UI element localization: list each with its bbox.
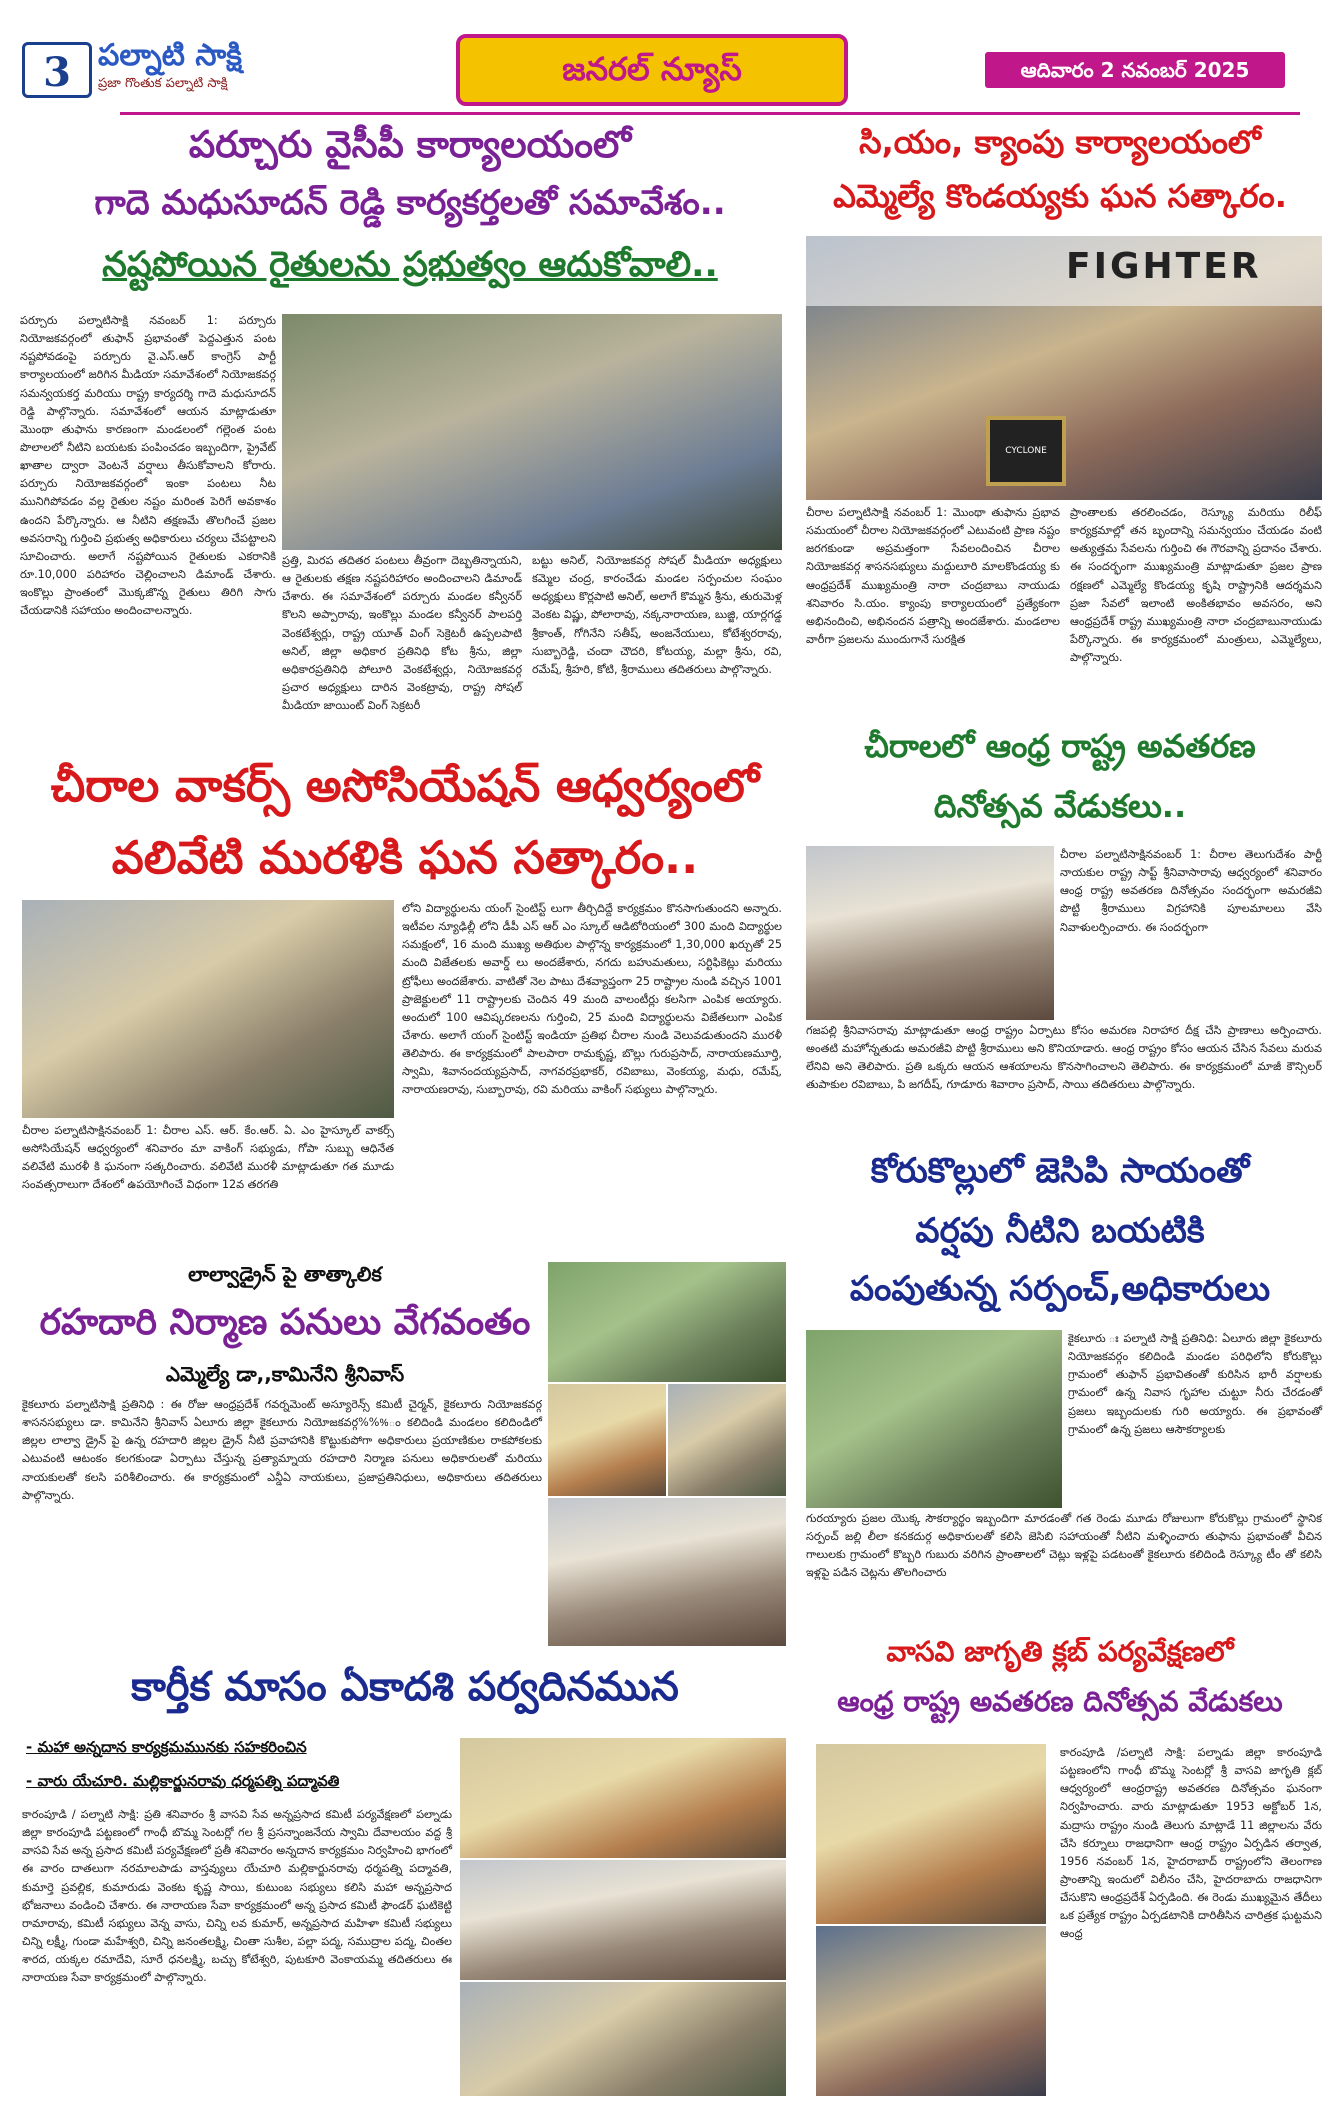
article5-body: కైకలూరు పల్నాటిసాక్షి ప్రతినిధి : ఈ రోజు ఆంధ్రప్రదేశ్ గవర్నమెంట్ అస్యూరెన్స్ కమిటీ చైర్మన్, కైకలూరు నియోజకవర్గ శాసనసభ్యులు డా. కామినేని శ్రీనివాస్ ఏలూరు జిల్లా కైకలూరు నియోజకవర్గ%%%ం కలిదిండి మండలం కలిదిండిలో జిల్లల లాల్వా డ్రైన్ పై ఉన్న రహదారి జిల్లల డ్రైన్ నీటి ప్రవాహానికి కొట్టుకుపోగా అధికారులు ప్రయాణికుల రాకపోకలకు ఎటువంటి ఆటంకం కలగకుండా ఏర్పాటు చేస్తున్న ప్రత్యామ్నాయ రహదారి నిర్మాణ పనులు అధికారులతో మరియు నాయకులతో కలసి పరిశీలించారు. ఈ కార్యక్రమంలో ఎన్డీఏ నాయకులు, ప్రజాప్రతినిధులు, అధికారులు తదితరులు పాల్గొన్నారు. [22, 1398, 542, 1502]
article2-headline-1: సి,యం, క్యాంపు కార్యాలయంలో [859, 123, 1261, 161]
article6-photo [806, 1330, 1062, 1508]
article4-body-top: చీరాల పల్నాటిసాక్షినవంబర్ 1: చీరాల తెలుగుదేశం పార్టీ నాయకుల రాష్ట్ర సాప్ట్ శ్రీనివాసారావు ఆధ్వర్యంలో శనివారం ఆంధ్ర రాష్ట్ర అవతరణ దినోత్సవం సందర్భంగా అమరజీవి పొట్టి శ్రీరాములు విగ్రహానికి పూలమాలలు వేసి నివాళులర్పించారు. ఈ సందర్భంగా [1060, 848, 1322, 934]
article1-body-mid: ప్రత్తి, మిరప తదితర పంటలు తీవ్రంగా దెబ్బతిన్నాయని, ఆ రైతులకు తక్షణ నష్టపరిహారం అందించాలని డిమాండ్ చేశారు. ఈ సమావేశంలో పర్చూరు మండల కన్వీనర్ కొలని అప్పారావు, ఇంకొల్లు మండల కన్వీనర్ పాలపర్తి వెంకటేశ్వర్లు, రాష్ట్ర యూత్ వింగ్ సెక్రెటరీ ఉప్పలపాటి అనిల్, జిల్లా అధికార ప్రతినిధి కోట శ్రీను, జిల్లా అధికారప్రతినిధి పోలూరి వెంకటేశ్వర్లు, నియోజకవర్గ ప్రచార అధ్యక్షులు దారిన వెంకట్రావు, రాష్ట్ర సోషల్ మీడియా జాయింట్ వింగ్ సెక్రటరీ [282, 554, 522, 713]
article5-photo-1 [548, 1262, 786, 1382]
article4-photo [806, 846, 1054, 1020]
article2-photo-plaque: CYCLONE [986, 416, 1066, 486]
issue-date: ఆదివారం 2 నవంబర్ 2025 [985, 52, 1285, 88]
article4-body-bottom: గజపల్లి శ్రీనివాసరావు మాట్లాడుతూ ఆంధ్ర రాష్ట్రం ఏర్పాటు కోసం అమరణ నిరాహార దీక్ష చేసి ప్రాణాలు అర్పించారు. అంతటి మహోన్నతుడు అమరజీవి పొట్టి శ్రీరాములు అని కొనియాడారు. ఆంధ్ర రాష్ట్రం కోసం ఆయన చేసిన సేవలు మరువ లేనివి అని తెలిపారు. ప్రతి ఒక్కరు ఆయన ఆశయాలను కొనసాగించాలని తెలిపారు. ఈ కార్యక్రమంలో మాజీ కౌన్సిలర్ తుపాకుల రవిబాబు, పి జగదీష్, గూడూరు శివారాం ప్రసాద్, సాయి తదితరులు పాల్గొన్నారు. [806, 1024, 1322, 1092]
section-title: జనరల్ న్యూస్ [456, 34, 848, 106]
article3-headline-1: చీరాల వాకర్స్ అసోసియేషన్ ఆధ్వర్యంలో [50, 759, 760, 812]
article4-headline-2: దినోత్సవ వేడుకలు.. [933, 787, 1187, 825]
article6-body-right: కైకలూరు ః పల్నాటి సాక్షి ప్రతినిధి: ఏలూరు జిల్లా కైకలూరు నియోజకవర్గం కలిదిండి మండల పరిధిలోని కోరుకొల్లు గ్రామంలో తుఫాన్ ప్రభావితంతో కురిసిన భారీ వర్షాలకు గ్రామంలో ఉన్న నివాస గృహాల చుట్టూ నీరు చేరడంతో ప్రజలు ఇబ్బందులకు గురి అయ్యారు. ఈ ప్రభావంతో గ్రామంలో ఉన్న ప్రజలు ఆసౌకర్యాలకు [1068, 1332, 1322, 1436]
article5-headline: రహదారి నిర్మాణ పనులు వేగవంతం [39, 1302, 531, 1343]
article1-headline-2: గాదె మధుసూదన్ రెడ్డి కార్యకర్తలతో సమావేశం.. [94, 183, 726, 223]
article2-body-left: చీరాల పల్నాటిసాక్షి నవంబర్ 1: మొంథా తుఫాను ప్రభావ సమయంలో చీరాల నియోజకవర్గంలో ఎటువంటి ప్రాణ నష్టం జరగకుండా అప్రమత్తంగా సేవలందించిన చీరాల నియోజకవర్గ శాసనసభ్యులు మద్దులూరి మాలకొండయ్య కు ఆంధ్రప్రదేశ్ ముఖ్యమంత్రి నారా చంద్రబాబు నాయుడు శనివారం సి.యం. క్యాంపు కార్యాలయంలో ప్రత్యేకంగా అభినందించి, అభినందన పత్రాన్ని అందజేశారు. మండలాల వారీగా ప్రజలను ముందుగానే సురక్షిత [806, 506, 1060, 646]
article8-photo-2 [460, 1860, 786, 1980]
article3-body-left: చీరాల పల్నాటిసాక్షినవంబర్ 1: చీరాల ఎస్. ఆర్. కేం.ఆర్. ఏ. ఎం హైస్కూల్ వాకర్స్ అసోసియేషన్ ఆధ్వర్యంలో శనివారం మా వాకింగ్ సభ్యుడు, గోపా సుబ్బు ఆధినేత వలివేటి మురళీ కి ఘనంగా సత్కరించారు. వలివేటి మురళీ మాట్లాడుతూ గత మూడు సంవత్సరాలుగా దేశంలో ఉపయోగించే విధంగా 12వ తరగతి [22, 1124, 394, 1192]
page-number: 3 [22, 42, 92, 98]
article7-photo-2 [816, 1926, 1046, 2096]
article3-photo [22, 900, 394, 1118]
article7-body-right: కారంపూడి /పల్నాటి సాక్షి: పల్నాడు జిల్లా కారంపూడి పట్టణంలోని గాంధీ బొమ్మ సెంటర్లో శ్రీ వాసవి జాగృతి క్లబ్ ఆధ్వర్యంలో ఆంధ్రరాష్ట్ర అవతరణ దినోత్సవం ఘనంగా నిర్వహించారు. వారు మాట్లాడుతూ 1953 అక్టోబర్ 1న, మద్రాసు రాష్ట్రం నుండి తెలుగు మాట్లాడే 11 జిల్లాలను వేరు చేసి కర్నూలు రాజధానిగా ఆంధ్ర రాష్ట్రం ఏర్పడిన తర్వాత, 1956 నవంబర్ 1న, హైదరాబాద్ రాష్ట్రంలోని తెలంగాణ ప్రాంతాన్ని ఇందులో విలీనం చేసి, హైదరాబాదు రాజధానిగా చేసుకొని ఆంధ్రప్రదేశ్ ఏర్పడింది. ఈ రెండు ముఖ్యమైన తేదీలు ఒక ప్రత్యేక రాష్ట్రం ఏర్పడటానికి దారితీసిన చారిత్రక ఘట్టమని ఆంధ్ర [1060, 1746, 1322, 1941]
article8-body: కారంపూడి / పల్నాటి సాక్షి: ప్రతి శనివారం శ్రీ వాసవి సేవ అన్నప్రసాద కమిటీ పర్యవేక్షణలో పల్నాడు జిల్లా కారంపూడి పట్టణంలో గాంధీ బొమ్మ సెంటర్లో గల శ్రీ ప్రసన్నాంజనేయ స్వామి దేవాలయం వద్ద శ్రీ వాసవి సేవ అన్న ప్రసాద కమిటీ పర్యవేక్షణలో ప్రతీ శనివారం అన్నదాన కార్యక్రమం నిర్వహించి భాగంలో ఈ వారం దాతలుగా నరమాలపాడు వాస్తవ్యులు యేచూరి మల్లికార్జునరావు ధర్మపత్ని పద్మావతి, కుమార్తె ప్రవల్లిక, కుమారుడు వెంకట కృష్ణ సాయి, కుటుంబ సభ్యులు కలిసి మహా అన్నప్రసాద భోజనాలు వండించి చేశారు. ఈ నారాయణ సేవా కార్యక్రమంలో అన్న ప్రసాద కమిటీ ఫౌండర్ ఘటికెట్టి రామారావు, కమిటీ సభ్యులు వెన్న వాసు, చిన్ని లవ కుమార్, అన్నప్రసాద మహిళా కమిటీ సభ్యులు చిన్ని లక్ష్మీ, గుండా మహేశ్వరి, చిన్ని జనంతలక్ష్మి, చింతా సుశీల, పల్లా పద్మ, సముద్రాల పద్మ, చింతల శారద, యక్కల రమాదేవి, సూరే ధనలక్ష్మి, బచ్చు కోటేశ్వరి, పుటకూరి వెంకాయమ్మ తదితరులు ఈ నారాయణ సేవా కార్యక్రమంలో పాల్గొన్నారు. [22, 1808, 452, 1985]
article3-headline-2: వలివేటి మురళికి ఘన సత్కారం.. [111, 831, 699, 884]
article1-headline-3: నష్టపోయిన రైతులను ప్రభుత్వం ఆదుకోవాలి.. [102, 245, 718, 285]
article8-photo-3 [460, 1982, 786, 2096]
article8-photo-1 [460, 1738, 786, 1858]
article8-subhead-2: - వారు యేచూరి. మల్లికార్జునరావు ధర్మపత్ని పద్మావతి [26, 1772, 340, 1790]
article8-headline: కార్తీక మాసం ఏకాదశి పర్వదినమున [131, 1664, 679, 1710]
header-divider [120, 112, 1300, 115]
article2-photo [806, 236, 1322, 500]
article1-body-left: పర్చూరు పల్నాటిసాక్షి నవంబర్ 1: పర్చూరు నియోజకవర్గంలో తుఫాన్ ప్రభావంతో పెద్దఎత్తున పంట నష్టపోవడంపై పర్చూరు వై.ఎస్.ఆర్ కాంగ్రెస్ పార్టీ కార్యాలయంలో జరిగిన మీడియా సమావేశంలో నియోజకవర్గ సమన్వయకర్త మరియు రాష్ట్ర కార్యదర్శి గాదె మధుసూదన్ రెడ్డి పాల్గొన్నారు. సమావేశంలో ఆయన మాట్లాడుతూ మొంథా తుఫాను కారణంగా మండలంలో గల్లెంత పంట పొలాలలో నీటిని బయటకు పంపించడం ఇబ్బందిగా, ప్రైవేట్ ఖాతాల ద్వారా వెంటనే వర్షాలు తీసుకోవాలని కోరారు. పర్చూరు నియోజకవర్గంలో ఇంకా పంటలు నీట మునిగిపోవడం వల్ల రైతుల నష్టం మరింత పెరిగే అవకాశం ఉందని పేర్కొన్నారు. ఆ నీటిని తక్షణమే తొలగించే ప్రజల అవసరాన్ని గుర్తించి ప్రభుత్వ అధికారులు చర్యలు చేపట్టాలని సూచించారు. అలాగే నష్టపోయిన రైతులకు ఎకరానికి రూ.10,000 పరిహారం చెల్లించాలని డిమాండ్ చేశారు. ఇంకొల్లు ప్రాంతంలో మొక్కజొన్న రైతులు తిరిగి సాగు చేయడానికి సహాయం అందించాలన్నారు. [20, 314, 276, 618]
article7-headline-2: ఆంధ్ర రాష్ట్ర అవతరణ దినోత్సవ వేడుకలు [837, 1685, 1283, 1718]
article4-headline-1: చీరాలలో ఆంధ్ర రాష్ట్ర అవతరణ [864, 727, 1256, 765]
article2-photo-text: FIGHTER [1066, 246, 1262, 287]
article8-subhead-1: - మహా అన్నదాన కార్యక్రమమునకు సహకరించిన [26, 1738, 307, 1756]
article5-photo-4 [548, 1498, 786, 1646]
logo-tagline: ప్రజా గొంతుక పల్నాటి సాక్షి [98, 76, 228, 91]
article1-body-right: బట్టు అనిల్, నియోజకవర్గ సోషల్ మీడియా అధ్యక్షులు కమ్మెల చంద్ర, కారంచేడు మండల సర్పంచుల సంఘం అధ్యక్షులు కొర్లపాటి అనిల్, అలాగే కొమ్మన శ్రీను, తురుమెళ్ల వెంకట విష్ణు, పోలారావు, నక్కనారాయణ, బుజ్జి, యార్లగడ్డ శ్రీకాంత్, గోగినేని సతీష్, అంజనేయులు, కోటేశ్వరరావు, సుబ్బారెడ్డి, చందా చౌదరి, కోటయ్య, మల్లా శ్రీను, రవి, రమేష్, శ్రీహరి, కోటి, శ్రీరాములు తదితరులు పాల్గొన్నారు. [532, 554, 782, 676]
article6-headline-2: వర్షపు నీటిని బయటికి [915, 1211, 1205, 1251]
article6-headline-3: పంపుతున్న సర్పంచ్,అధికారులు [849, 1269, 1271, 1309]
article1-photo [282, 314, 782, 550]
article7-headline-1: వాసవి జాగృతి క్లబ్ పర్యవేక్షణలో [886, 1635, 1234, 1668]
article7-photo-1 [816, 1744, 1046, 1924]
article3-body-right: లోని విద్యార్థులను యంగ్ సైంటిస్ట్ లుగా తీర్చిదిద్దే కార్యక్రమం కొనసాగుతుందని అన్నారు. ఇటీవల న్యూఢిల్లీ లోని డీపీ ఎస్ ఆర్ ఎం స్కూల్ ఆడిటోరియంలో 300 మంది విద్యార్థుల సమక్షంలో, 16 మంది ముఖ్య అతిథుల పాల్గొన్న కార్యక్రమంలో 1,30,000 ఖర్చుతో 25 మంది విజేతలకు అవార్డ్ లు అందజేశారు, నగదు బహుమతులు, సర్టిఫికెట్లు మరియు ట్రోఫీలు అందజేశారు. వాటితో నెల పాటు దేశవ్యాప్తంగా 25 రాష్ట్రాల నుండి వచ్చిన 1001 ప్రాజెక్టులలో 11 రాష్ట్రాలకు చెందిన 49 మంది వాలంటీర్లు కలసిగా ఎంపిక అయ్యారు. అందులో 100 ఆవిష్కరణలను గుర్తించి, 25 మంది విద్యార్థులను విజేతలుగా ఎంపిక చేశారు. అలాగే యంగ్ సైంటిస్ట్ ఇండియా ప్రతిభ చీరాల నుండి వెలువడుతుందని మురళీ తెలిపారు. ఈ కార్యక్రమంలో పాలపారా రామకృష్ణ, బొల్లు గురుప్రసాద్, నారాయణమూర్తి, స్వామి, శివానందయ్యప్రసాద్, నాగవరప్రభాకర్, రవిబాబు, వెంకయ్య, మధు, రమేష్, నారాయణరావు, సుబ్బారావు, రవి మరియు వాకింగ్ సభ్యులు పాల్గొన్నారు. [402, 902, 782, 1097]
article1-headline-1: పర్చూరు వైసీపీ కార్యాలయంలో [188, 123, 632, 166]
logo-title: పల్నాటి సాక్షి [98, 38, 242, 73]
article2-body-right: ప్రాంతాలకు తరలించడం, రెస్క్యూ మరియు రిలీఫ్ కార్యక్రమాల్లో తన బృందాన్ని సమన్వయం చేయడం వంటి అత్యుత్తమ సేవలను గుర్తించి ఈ గౌరవాన్ని ప్రదానం చేశారు. ఈ సందర్భంగా ముఖ్యమంత్రి మాట్లాడుతూ ప్రజల ప్రాణ రక్షణలో ఎమ్మెల్యే కొండయ్య కృషి రాష్ట్రానికి ఆదర్శమని ప్రజా సేవలో ఇలాంటి అంకితభావం అవసరం, అని ఆంధ్రప్రదేశ్ రాష్ట్ర ముఖ్యమంత్రి నారా చంద్రబాబునాయుడు పేర్కొన్నారు. ఈ కార్యక్రమంలో మంత్రులు, ఎమ్మెల్యేలు, పాల్గొన్నారు. [1070, 506, 1322, 665]
article6-headline-1: కోరుకొల్లులో జెసిపి సాయంతో [870, 1151, 1250, 1191]
article5-byline: ఎమ్మెల్యే డా,,కామినేని శ్రీనివాస్ [165, 1362, 405, 1386]
article5-photo-2 [548, 1384, 666, 1496]
article5-kicker: లాల్వాడ్రైన్ పై తాత్కాలిక [188, 1262, 382, 1286]
article5-photo-3 [668, 1384, 786, 1496]
article6-body-full: గురయ్యారు ప్రజల యొక్క సౌకర్యార్థం ఇబ్బందిగా మారడంతో గత రెండు మూడు రోజులుగా కోరుకొల్లు గ్రామంలో స్థానిక సర్పంచ్ జల్లి లీలా కనకదుర్గ అధికారులతో కలిసి జెసిబి సహాయంతో నీటిని మళ్ళించారు తుఫాను ప్రభావంతో వీచిన గాలులకు గ్రామంలో కొబ్బరి గుబురు వరిగిన ప్రాంతాలలో చెట్లు ఇళ్లపై పడటంతో కైకలూరు కలిదిండి రెస్క్యూ టీం తో కలిసి ఇళ్లపై పడిన చెట్లను తొలగించారు [806, 1512, 1322, 1580]
newspaper-logo [98, 36, 398, 104]
article2-headline-2: ఎమ్మెల్యే కొండయ్యకు ఘన సత్కారం. [833, 177, 1287, 215]
